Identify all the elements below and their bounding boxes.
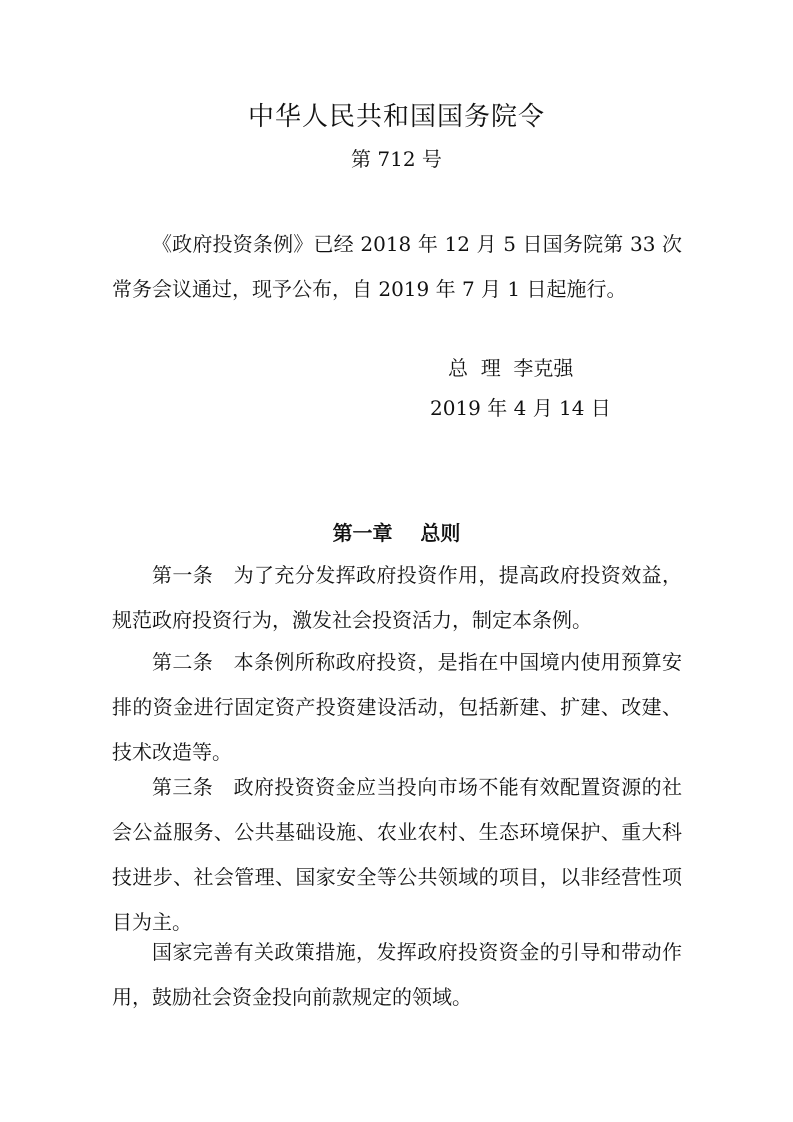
- order-number: 第 712 号: [351, 147, 442, 171]
- article-text: 政府投资资金应当投向市场不能有效配置资源的社会公益服务、公共基础设施、农业农村、生态环境保护、重大科技进步、社会管理、国家安全等公共领域的项目，以非经营性项目为主。: [112, 775, 683, 934]
- signature-title: 总 理 李克强: [448, 356, 574, 380]
- chapter-heading: 第一章 总则: [332, 521, 461, 545]
- article-number: 第三条: [152, 775, 214, 799]
- article-2: [112, 640, 682, 775]
- article-number: 第一条: [152, 563, 214, 587]
- intro-paragraph: 《政府投资条例》已经 2018 年 12 月 5 日国务院第 33 次常务会议通过，现予公布，自 2019 年 7 月 1 日起施行。: [112, 232, 682, 301]
- article-text: 为了充分发挥政府投资作用，提高政府投资效益，规范政府投资行为，激发社会投资活力，制定本条例。: [112, 563, 683, 632]
- article-3-paragraph-2: 国家完善有关政策措施，发挥政府投资资金的引导和带动作用，鼓励社会资金投向前款规定的领域。: [112, 940, 682, 1009]
- article-number: 第二条: [152, 650, 214, 674]
- signature-date: 2019 年 4 月 14 日: [430, 396, 611, 420]
- article-1: [112, 553, 682, 643]
- article-3: [112, 765, 682, 945]
- article-text: 本条例所称政府投资，是指在中国境内使用预算安排的资金进行固定资产投资建设活动，包括新建、扩建、改建、技术改造等。: [112, 650, 683, 764]
- document-title: 中华人民共和国国务院令: [247, 102, 545, 132]
